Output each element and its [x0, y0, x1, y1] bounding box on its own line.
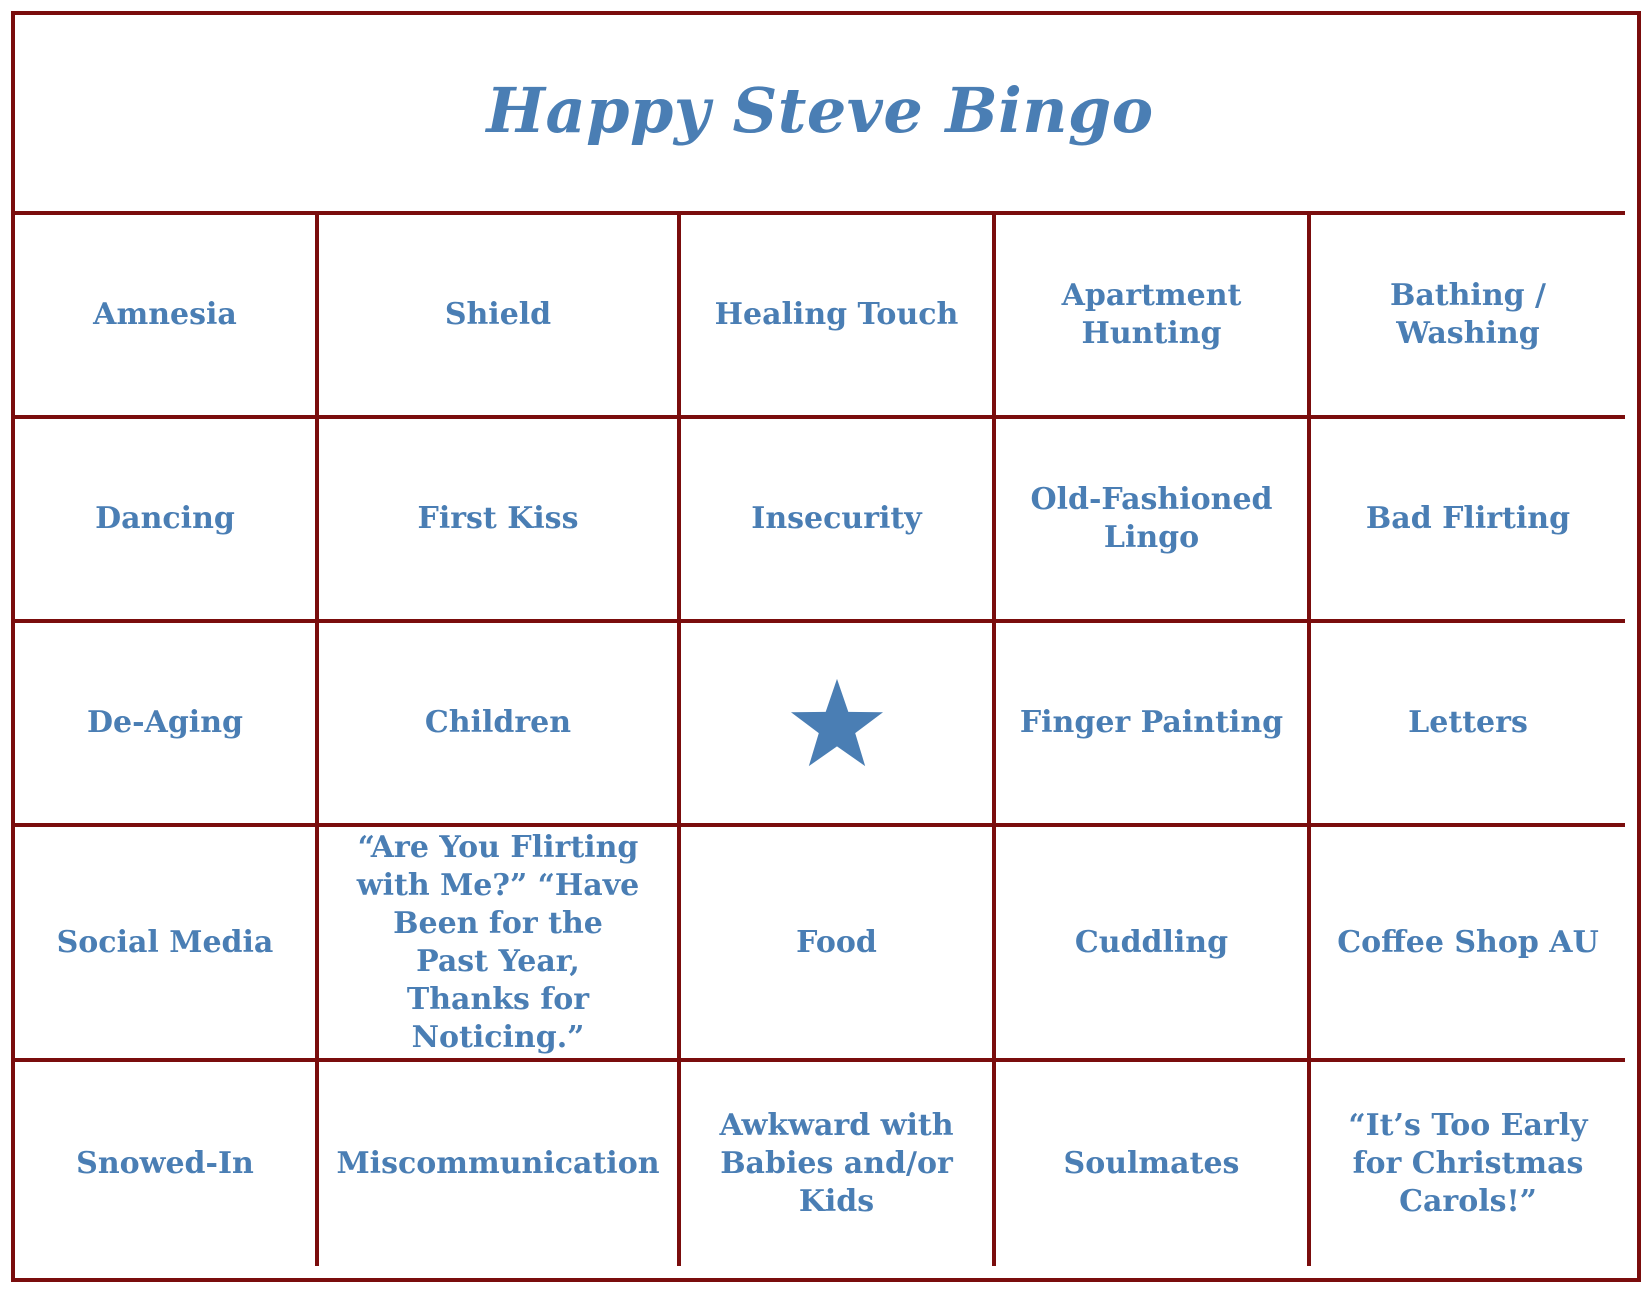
bingo-cell[interactable] — [1311, 215, 1625, 419]
bingo-cell-label: Awkward with Babies and/or Kids — [719, 1108, 954, 1219]
bingo-cell-label: Healing Touch — [714, 297, 959, 332]
star-icon — [789, 677, 885, 769]
bingo-cell-label: Amnesia — [93, 297, 237, 332]
bingo-cell[interactable] — [681, 419, 996, 623]
bingo-cell-label: Finger Painting — [1019, 705, 1284, 740]
free-space-cell[interactable] — [681, 623, 996, 827]
bingo-cell-label: Apartment Hunting — [1061, 278, 1242, 351]
bingo-cell-label: Children — [424, 705, 572, 740]
bingo-cell-label: Dancing — [95, 501, 235, 536]
bingo-cell[interactable] — [319, 215, 681, 419]
bingo-cell[interactable] — [1311, 419, 1625, 623]
bingo-cell[interactable] — [1311, 1062, 1625, 1266]
bingo-cell[interactable] — [319, 1062, 681, 1266]
bingo-cell-label: Soulmates — [1063, 1146, 1240, 1181]
bingo-cell-label: Old-Fashioned Lingo — [1030, 482, 1273, 555]
title-cell — [15, 15, 1625, 215]
bingo-cell[interactable] — [1311, 827, 1625, 1062]
bingo-cell[interactable] — [996, 419, 1311, 623]
bingo-cell[interactable] — [15, 215, 319, 419]
bingo-cell[interactable] — [681, 215, 996, 419]
bingo-cell[interactable] — [15, 419, 319, 623]
bingo-cell[interactable] — [15, 623, 319, 827]
bingo-cell[interactable] — [996, 215, 1311, 419]
bingo-cell[interactable] — [681, 827, 996, 1062]
bingo-cell-label: Snowed-In — [76, 1146, 254, 1181]
bingo-cell[interactable] — [319, 623, 681, 827]
bingo-cell-label: Cuddling — [1074, 924, 1229, 960]
bingo-cell[interactable] — [15, 827, 319, 1062]
bingo-cell-label: First Kiss — [417, 501, 579, 536]
bingo-cell-label: Miscommunication — [336, 1146, 660, 1181]
bingo-cell-label: Letters — [1408, 705, 1528, 740]
bingo-cell[interactable] — [1311, 623, 1625, 827]
bingo-cell-label: Social Media — [56, 924, 274, 960]
bingo-cell[interactable] — [996, 1062, 1311, 1266]
bingo-cell[interactable] — [15, 1062, 319, 1266]
bingo-cell[interactable] — [319, 419, 681, 623]
bingo-cell-label: “Are You Flirting with Me?” “Have Been for the Past Year, Thanks for Noticing.” — [356, 829, 640, 1055]
bingo-cell-label: Bad Flirting — [1365, 501, 1571, 536]
bingo-cell[interactable] — [319, 827, 681, 1062]
bingo-cell-label: Coffee Shop AU — [1337, 924, 1599, 960]
bingo-cell[interactable] — [996, 623, 1311, 827]
bingo-cell-label: “It’s Too Early for Christmas Carols!” — [1348, 1108, 1588, 1219]
bingo-card — [11, 11, 1641, 1282]
bingo-cell-label: Food — [796, 924, 877, 960]
bingo-cell[interactable] — [996, 827, 1311, 1062]
bingo-cell[interactable] — [681, 1062, 996, 1266]
bingo-cell-label: Insecurity — [751, 501, 922, 536]
bingo-cell-label: Shield — [444, 297, 552, 332]
bingo-cell-label: De-Aging — [87, 705, 243, 740]
bingo-title: Happy Steve Bingo — [486, 73, 1154, 147]
bingo-cell-label: Bathing / Washing — [1389, 278, 1547, 351]
